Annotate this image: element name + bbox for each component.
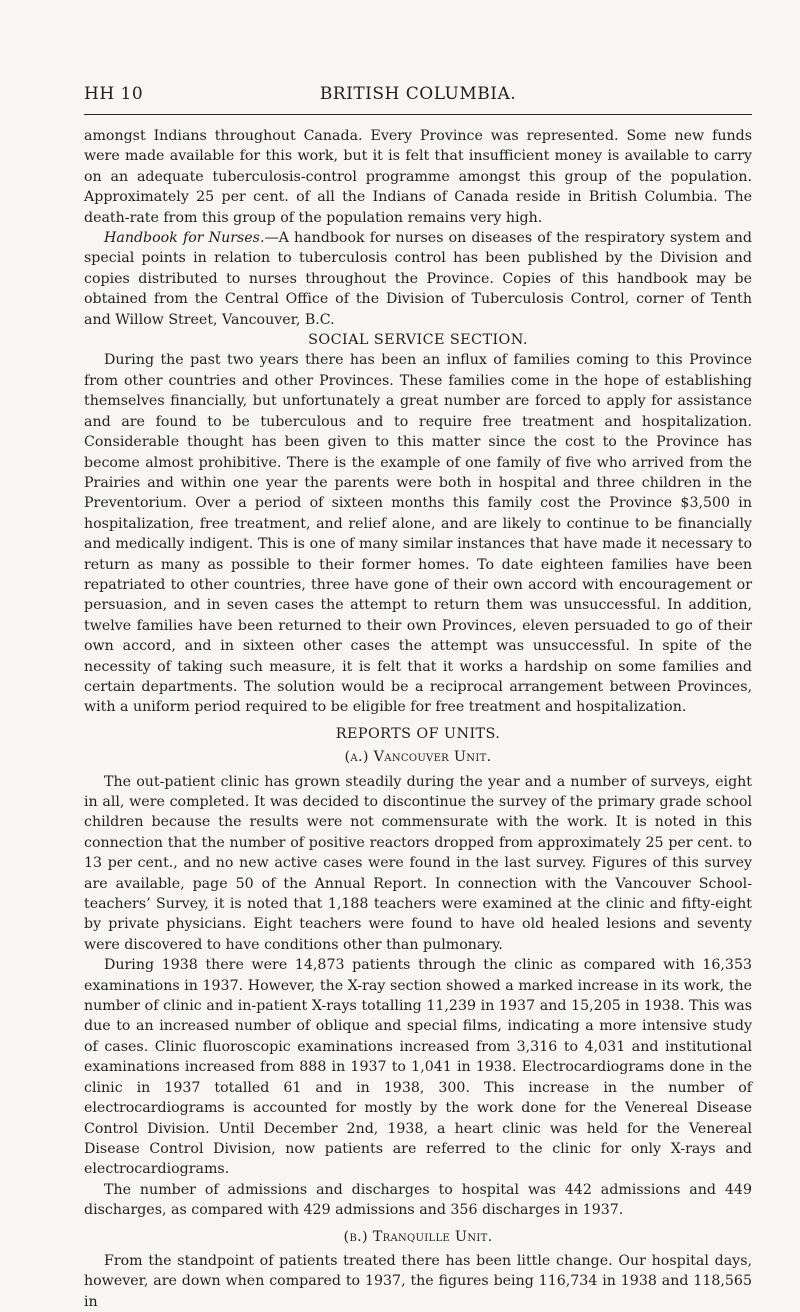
paragraph-indians: amongst Indians throughout Canada. Every Province was represented. Some new funds were made available for this work, but it is felt that insufficient money is available to carry on an adequate tuberculosis-control programme amongst this group of the population. Approximately 25 per cent. of all the Indians of Canada reside in British Columbia. The death-rate from this group of the population remains very high. [84, 128, 752, 226]
paragraph-clinic-statistics: During 1938 there were 14,873 patients through the clinic as compared with 16,353 examinations in 1937. However, the X-ray section showed a marked increase in its work, the number of clinic and in-patient X-rays totalling 11,239 in 1937 and 15,205 in 1938. This was due to an increased number of oblique and special films, indicating a more intensive study of cases. Clinic fluoroscopic examinations increased from 3,316 to 4,031 and institutional examinations increased from 888 in 1937 to 1,041 in 1938. Electrocardiograms done in the clinic in 1937 totalled 61 and in 1938, 300. This increase in the number of electrocardiograms is accounted for mostly by the work done for the Venereal Disease Control Division. Until December 2nd, 1938, a heart clinic was held for the Venereal Disease Control Division, now patients are referred to the clinic for only X-rays and electrocardiograms. [84, 957, 752, 1178]
paragraph-admissions: The number of admissions and discharges to hospital was 442 admissions and 449 discharges, as compared with 429 admissions and 356 discharges in 1937. [84, 1181, 752, 1219]
page-body [84, 126, 752, 1312]
subheading-vancouver-unit: (a.) Vancouver Unit. [344, 749, 492, 766]
paragraph-social-service: During the past two years there has been an influx of families coming to this Province from other countries and other Provinces. These families come in the hope of establishing themselves financially, but unfortunately a great number are forced to apply for assistance and are found to be tuberculous and to require free treatment and hospitalization. Considerable thought has been given to this matter since the cost to the Province has become almost prohibitive. There is the example of one family of five who arrived from the Prairies and within one year the parents were both in hospital and three children in the Preventorium. Over a period of sixteen months this family cost the Province $3,500 in hospitalization, free treatment, and relief alone, and are likely to continue to be financially and medically indigent. This is one of many similar instances that have made it necessary to return as many as possible to their former homes. To date eighteen families have been repatriated to other countries, three have gone of their own accord with encouragement or persuasion, and in seven cases the attempt to return them was unsuccessful. In addition, twelve families have been returned to their own Provinces, eleven persuaded to go of their own accord, and in sixteen other cases the attempt was unsuccessful. In spite of the necessity of taking such measure, it is felt that it works a hardship on some families and certain departments. The solution would be a reciprocal arrangement between Provinces, with a uniform period required to be eligible for free treatment and hospitalization. [84, 352, 752, 716]
running-title: BRITISH COLUMBIA. [319, 84, 517, 104]
page-folio: HH 10 [84, 84, 144, 104]
paragraph-outpatient-clinic: The out-patient clinic has grown steadily during the year and a number of surveys, eight in all, were completed. It was decided to discontinue the survey of the primary grade school children because the results were not commensurate with the work. It is noted in this connection that the number of positive reactors dropped from approximately 25 per cent. to 13 per cent., and no new active cases were found in the last survey. Figures of this survey are available, page 50 of the Annual Report. In connection with the Vancouver School-teachers’ Survey, it is noted that 1,188 teachers were examined at the clinic and fifty-eight by private physicians. Eight teachers were found to have old healed lesions and seventy were discovered to have conditions other than pulmonary. [84, 773, 752, 953]
paragraph-handbook [84, 228, 752, 330]
heading-reports-of-units: REPORTS OF UNITS. [335, 725, 501, 742]
handbook-text: —A handbook for nurses on diseases of the respiratory system and special points in relation to tuberculosis control has been published by the Division and copies distributed to nurses throughout the Province. Copies of this handbook may be obtained from the Central Office of the Division of Tuberculosis Control, corner of Tenth and Willow Street, Vancouver, B.C. [84, 230, 752, 328]
header-rule [84, 114, 752, 115]
handbook-title: Handbook for Nurses. [104, 230, 265, 247]
paragraph-tranquille: From the standpoint of patients treated there has been little change. Our hospital days, however, are down when compared to 1937, the figures being 116,734 in 1938 and 118,565 in [84, 1252, 752, 1310]
subheading-tranquille-unit: (b.) Tranquille Unit. [343, 1228, 493, 1245]
heading-social-service: SOCIAL SERVICE SECTION. [308, 332, 528, 349]
